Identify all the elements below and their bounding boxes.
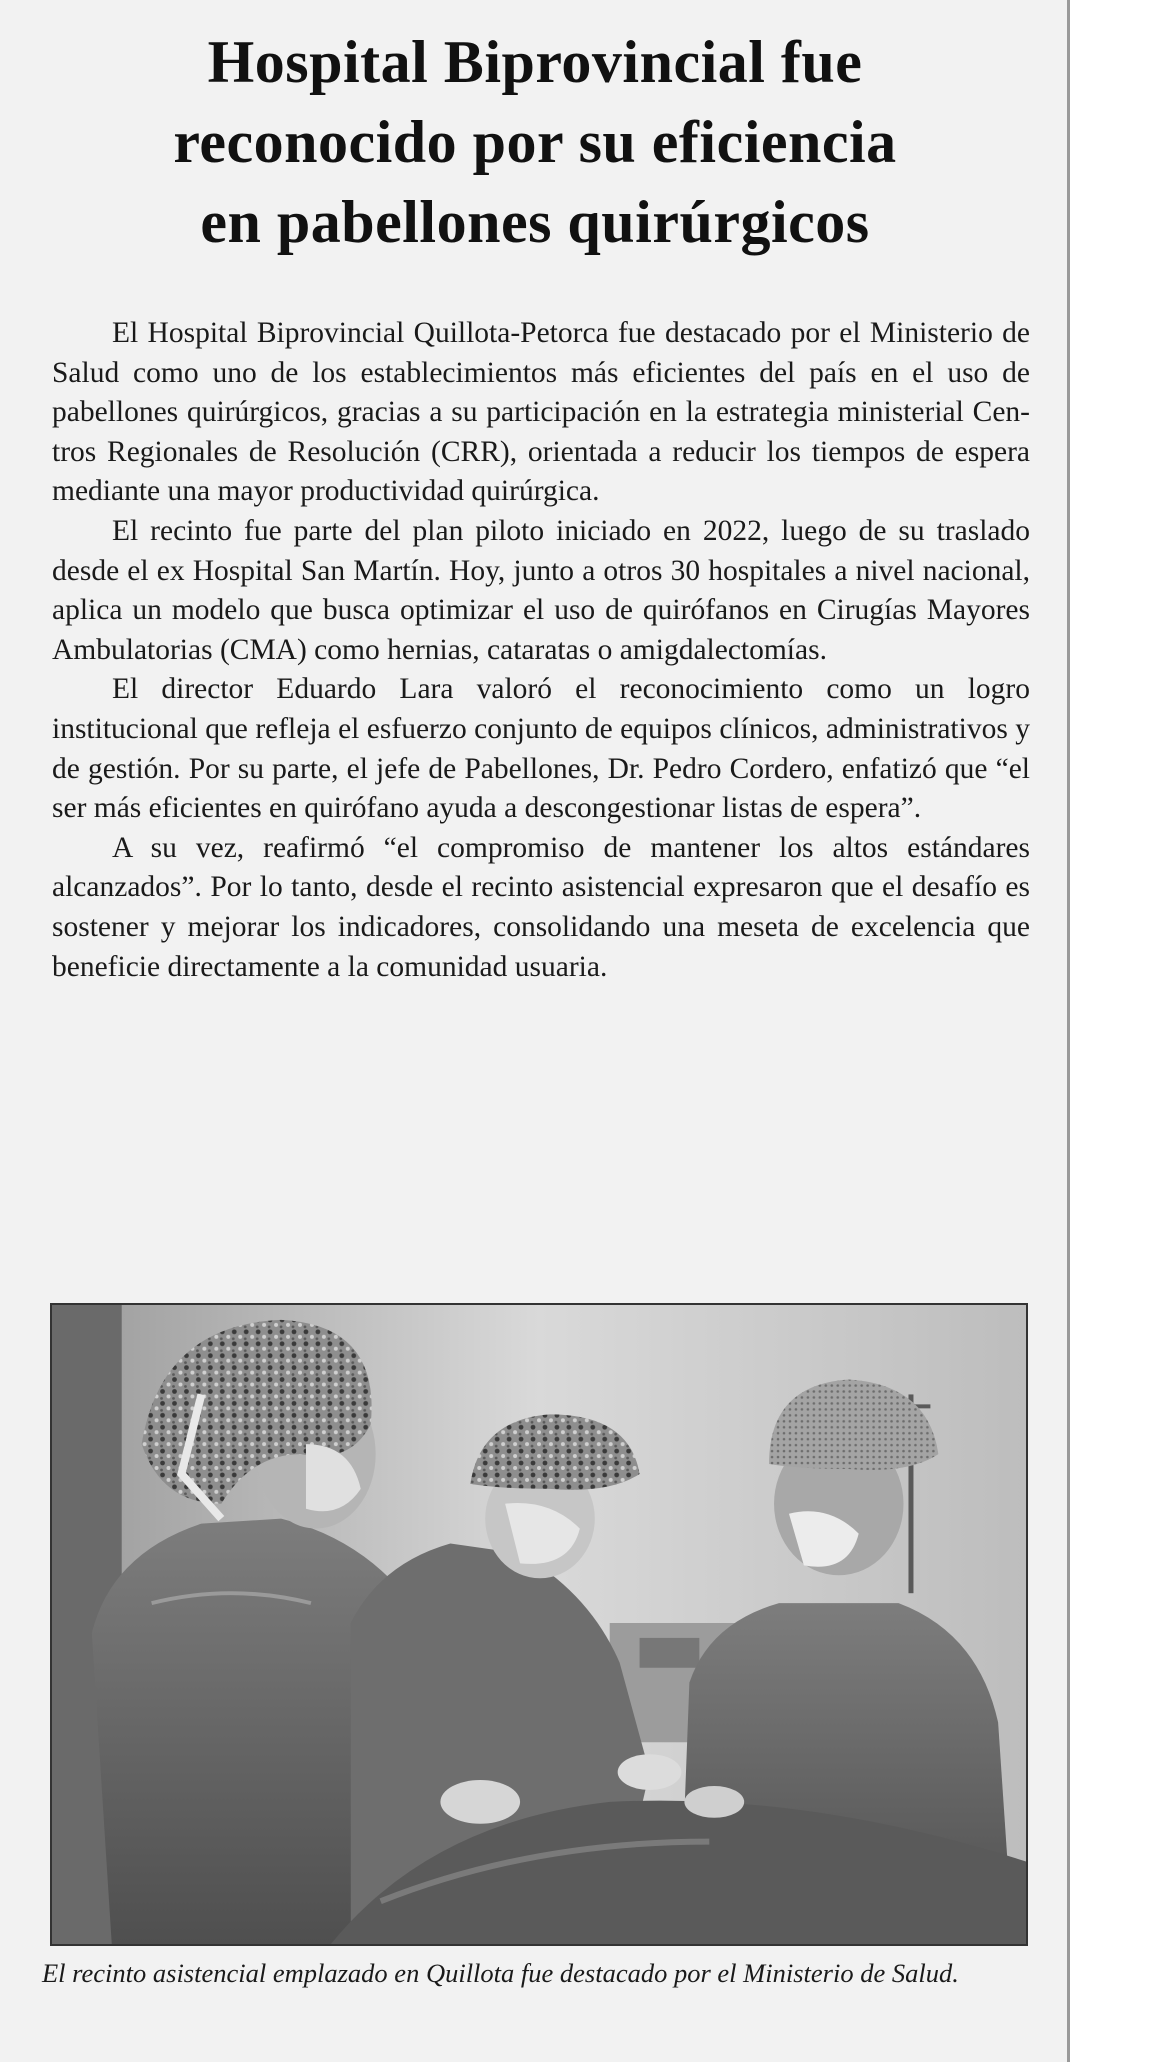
body-paragraph-1: El Hospital Biprovincial Quillota-Petorca fue destacado por el Ministerio de Salud como uno de los establecimientos más eficientes del país en el uso de pabellones quirúrgicos, gracias a su participación en la estrategia ministerial Centros Regionales de Resolución (CRR), orientada a reducir los tiempos de espera mediante una mayor productividad quirúrgica.: [52, 317, 1030, 508]
headline-line-1: Hospital Biprovincial fue: [207, 29, 863, 95]
surgery-photo-icon: [52, 1305, 1026, 1944]
body-paragraph-3: El director Eduardo Lara valoró el reconocimiento como un logro institucional que refleja el esfuerzo conjunto de equipos clínicos, administrativos y de gestión. Por su parte, el jefe de Pabellones, Dr. Pedro Cordero, enfatizó que “el ser más eficientes en quirófano ayuda a descongestionar listas de espera”.: [52, 673, 1030, 825]
column-divider: [1067, 0, 1070, 2062]
body-paragraph-4: A su vez, reafirmó “el compromiso de mantener los altos estándares alcanzados”. Por lo tanto, desde el recinto asistencial expresaron que el desafío es sostener y mejorar los indicadores, consolidando una meseta de excelencia que beneficie directamente a la comunidad usuaria.: [52, 831, 1030, 983]
article-body: [52, 314, 1030, 987]
headline-line-2: reconocido por su eficiencia: [173, 109, 897, 175]
article-headline: [30, 22, 1040, 262]
photo-caption: El recinto asistencial emplazado en Quillota fue destacado por el Ministerio de Salud.: [42, 1958, 959, 1988]
article-photo: [50, 1303, 1028, 1946]
headline-line-3: en pabellones quirúrgicos: [200, 189, 870, 255]
body-paragraph-2: El recinto fue parte del plan piloto iniciado en 2022, luego de su traslado desde el ex Hospital San Martín. Hoy, junto a otros 30 hospitales a nivel nacional, aplica un modelo que busca optimizar el uso de quirófanos en Cirugías Mayores Ambulatorias (CMA) como hernias, cataratas o amigdalectomías.: [52, 514, 1030, 666]
